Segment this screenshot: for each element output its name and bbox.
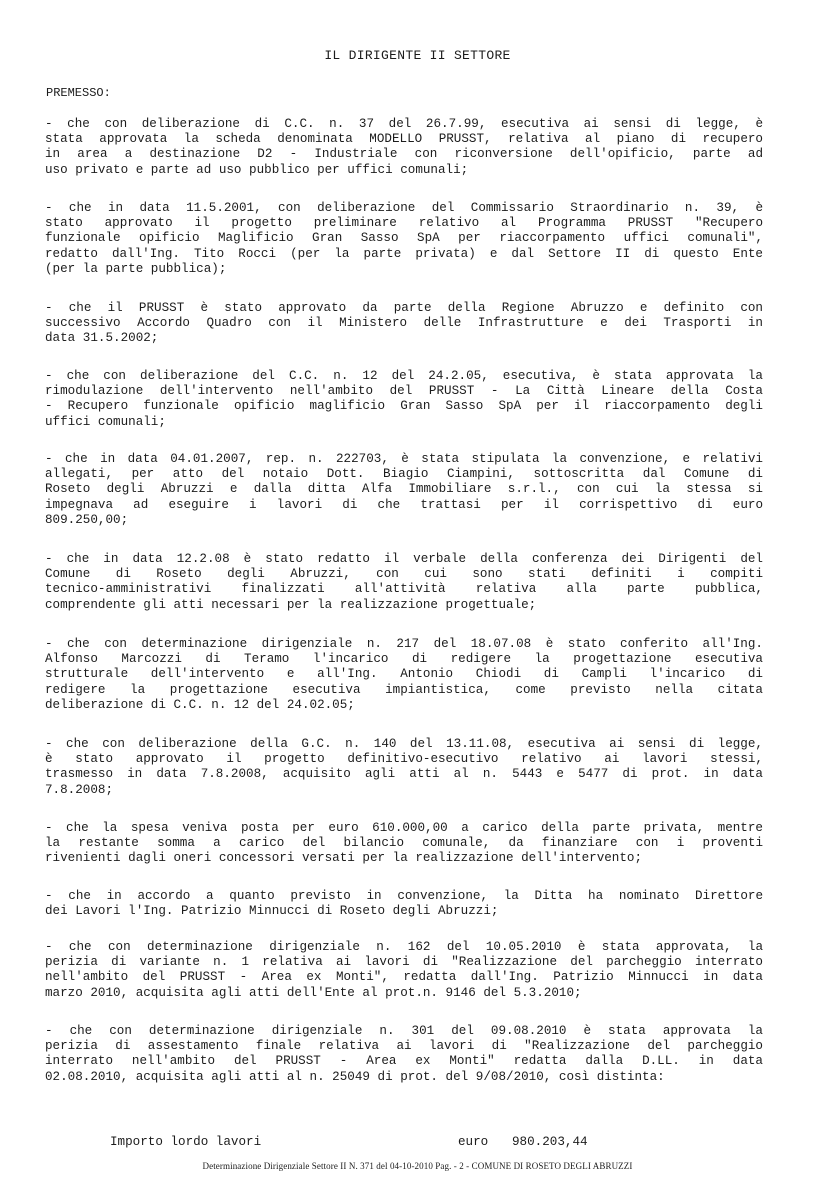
paragraph-5 — [45, 452, 763, 528]
paragraph-line: trasmesso in data 7.8.2008, acquisito agli atti al n. 5443 e 5477 di prot. in data — [45, 767, 763, 782]
paragraph-11 — [45, 940, 763, 1001]
paragraph-line: la restante somma a carico del bilancio comunale, da finanziare con i proventi — [45, 836, 763, 851]
page-title: IL DIRIGENTE II SETTORE — [324, 48, 511, 63]
paragraph-line: funzionale opificio Maglificio Gran Sasso SpA per riaccorpamento uffici comunali", — [45, 231, 763, 246]
paragraph-10 — [45, 889, 763, 919]
paragraph-9 — [45, 821, 763, 867]
paragraph-line: 809.250,00; — [45, 512, 129, 527]
paragraph-line: - che con deliberazione di C.C. n. 37 del 26.7.99, esecutiva ai sensi di legge, è — [45, 117, 763, 131]
paragraph-line: Roseto degli Abruzzi e dalla ditta Alfa Immobiliare s.r.l., con cui la stessa si — [45, 482, 763, 497]
paragraph-line: - che con determinazione dirigenziale n. 162 del 10.05.2010 è stata approvata, la — [45, 940, 763, 954]
paragraph-line: - che il PRUSST è stato approvato da parte della Regione Abruzzo e definito con — [45, 301, 763, 315]
paragraph-line: successivo Accordo Quadro con il Ministero delle Infrastrutture e dei Trasporti in — [45, 316, 763, 331]
premesso-heading: PREMESSO: — [46, 86, 111, 100]
paragraph-line: - che in data 11.5.2001, con deliberazione del Commissario Straordinario n. 39, è — [45, 201, 763, 215]
paragraph-line: - Recupero funzionale opificio maglificio Gran Sasso SpA per il riaccorpamento degli — [45, 399, 763, 414]
paragraph-line: redigere la progettazione esecutiva impiantistica, come previsto nella citata — [45, 682, 763, 697]
paragraph-line: - che con determinazione dirigenziale n. 217 del 18.07.08 è stato conferito all'Ing. — [45, 637, 763, 651]
paragraph-line: impegnava ad eseguire i lavori di che trattasi per il corrispettivo di euro — [45, 497, 763, 512]
paragraph-line: perizia di variante n. 1 relativa ai lavori di "Realizzazione del parcheggio interrato — [45, 955, 763, 970]
paragraph-line: rivenienti dagli oneri concessori versati per la realizzazione dell'intervento; — [45, 851, 643, 866]
paragraph-line: uffici comunali; — [45, 414, 166, 429]
paragraph-line: deliberazione di C.C. n. 12 del 24.02.05; — [45, 697, 355, 712]
paragraph-line: - che in accordo a quanto previsto in convenzione, la Ditta ha nominato Direttore — [45, 889, 763, 903]
paragraph-2 — [45, 201, 763, 277]
paragraph-line: stata approvata la scheda denominata MODELLO PRUSST, relativa al piano di recupero — [45, 132, 763, 147]
paragraph-line: in area a destinazione D2 - Industriale con riconversione dell'opificio, parte ad — [45, 147, 763, 162]
paragraph-line: - che con deliberazione della G.C. n. 140 del 13.11.08, esecutiva ai sensi di legge, — [45, 737, 763, 751]
paragraph-line: interrato nell'ambito del PRUSST - Area ex Monti" redatta dalla D.LL. in data — [45, 1054, 763, 1069]
paragraph-line: dei Lavori l'Ing. Patrizio Minnucci di Roseto degli Abruzzi; — [45, 904, 499, 919]
paragraph-line: data 31.5.2002; — [45, 331, 159, 346]
importo-label: Importo lordo lavori — [110, 1135, 262, 1149]
paragraph-6 — [45, 552, 763, 613]
paragraph-line: redatto dall'Ing. Tito Rocci (per la parte privata) e dal Settore II di questo Ente — [45, 246, 763, 261]
paragraph-line: nell'ambito del PRUSST - Area ex Monti", redatta dall'Ing. Patrizio Minnucci in data — [45, 970, 763, 985]
paragraph-1 — [45, 117, 763, 178]
paragraph-line: Comune di Roseto degli Abruzzi, con cui sono stati definiti i compiti — [45, 567, 763, 582]
paragraph-line: perizia di assestamento finale relativa ai lavori di "Realizzazione del parcheggio — [45, 1039, 763, 1054]
paragraph-line: - che con determinazione dirigenziale n. 301 del 09.08.2010 è stata approvata la — [45, 1024, 763, 1038]
paragraph-line: - che la spesa veniva posta per euro 610.000,00 a carico della parte privata, mentre — [45, 821, 763, 835]
paragraph-8 — [45, 737, 763, 798]
paragraph-line: Alfonso Marcozzi di Teramo l'incarico di redigere la progettazione esecutiva — [45, 652, 763, 667]
paragraph-line: stato approvato il progetto preliminare relativo al Programma PRUSST "Recupero — [45, 216, 763, 231]
paragraph-line: tecnico-amministrativi finalizzati all'attività relativa alla parte pubblica, — [45, 582, 763, 597]
paragraph-line: marzo 2010, acquisita agli atti dell'Ente al prot.n. 9146 del 5.3.2010; — [45, 985, 582, 1000]
paragraph-7 — [45, 637, 763, 713]
importo-amount: 980.203,44 — [512, 1135, 588, 1149]
paragraph-line: comprendente gli atti necessari per la realizzazione progettuale; — [45, 597, 537, 612]
paragraph-line: rimodulazione dell'intervento nell'ambito del PRUSST - La Città Lineare della Costa — [45, 384, 763, 399]
paragraph-3 — [45, 301, 763, 347]
paragraph-line: - che con deliberazione del C.C. n. 12 del 24.2.05, esecutiva, è stata approvata la — [45, 369, 763, 383]
paragraph-line: 7.8.2008; — [45, 782, 114, 797]
paragraph-12 — [45, 1024, 763, 1085]
paragraph-line: allegati, per atto del notaio Dott. Biagio Ciampini, sottoscritta dal Comune di — [45, 467, 763, 482]
paragraph-4 — [45, 369, 763, 430]
paragraph-line: - che in data 04.01.2007, rep. n. 222703, è stata stipulata la convenzione, e relativi — [45, 452, 763, 466]
paragraph-line: strutturale dell'intervento e all'Ing. Antonio Chiodi di Campli l'incarico di — [45, 667, 763, 682]
paragraph-line: è stato approvato il progetto definitivo-esecutivo relativo ai lavori stessi, — [45, 752, 763, 767]
importo-currency: euro — [458, 1135, 489, 1149]
paragraph-line: 02.08.2010, acquisita agli atti al n. 25049 di prot. del 9/08/2010, così distinta: — [45, 1069, 665, 1084]
paragraph-line: - che in data 12.2.08 è stato redatto il verbale della conferenza dei Dirigenti del — [45, 552, 763, 566]
paragraph-line: (per la parte pubblica); — [45, 261, 227, 276]
paragraph-line: uso privato e parte ad uso pubblico per uffici comunali; — [45, 162, 469, 177]
page-footer: Determinazione Dirigenziale Settore II N. 371 del 04-10-2010 Pag. - 2 - COMUNE DI ROSETO DEGLI ABRUZZI — [202, 1161, 633, 1171]
